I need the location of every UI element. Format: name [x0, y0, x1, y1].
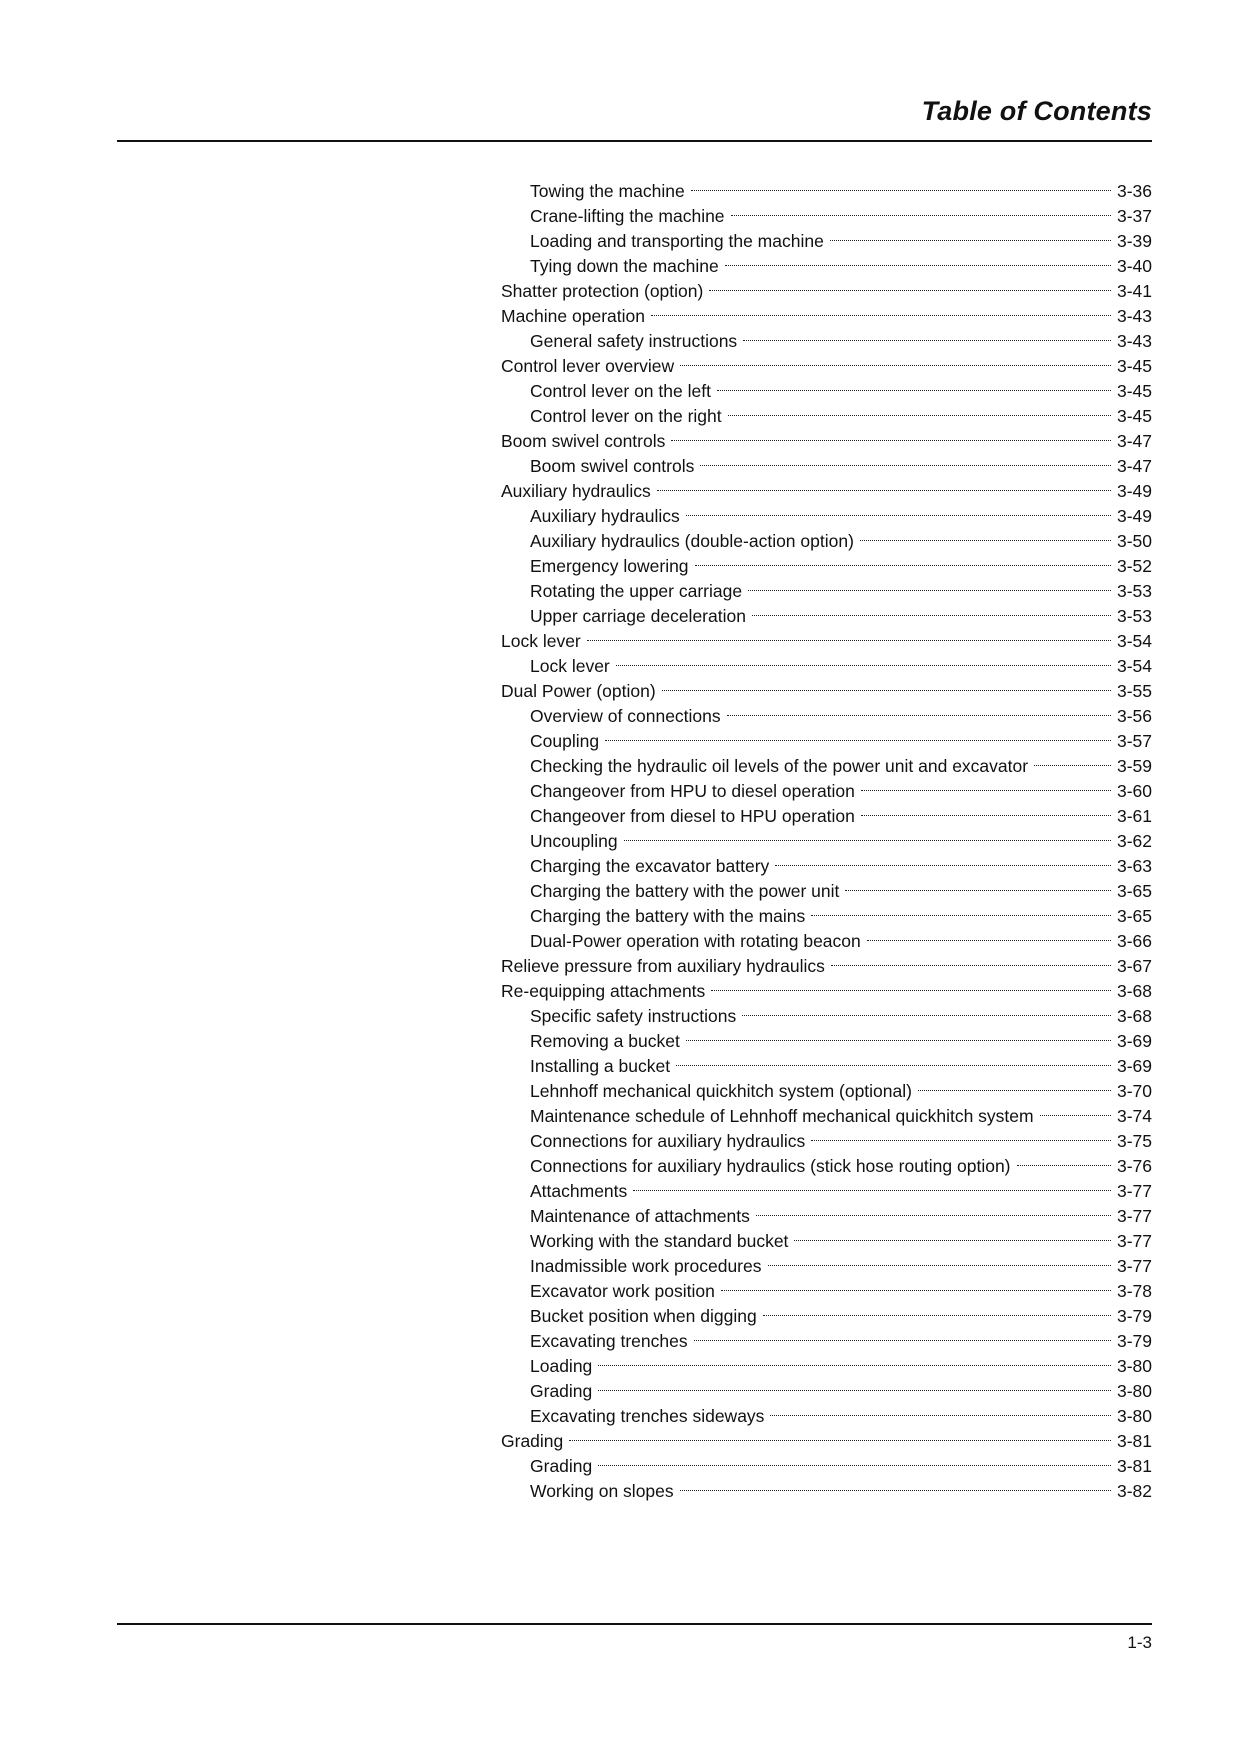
toc-dot-leader — [700, 447, 1111, 472]
toc-entry-page: 3-53 — [1116, 581, 1152, 601]
toc-dot-leader — [743, 322, 1111, 347]
toc-subsection-entry[interactable] — [501, 1372, 1152, 1401]
toc-entry-page: 3-49 — [1116, 506, 1152, 526]
toc-entry-title: Specific safety instructions — [530, 1006, 737, 1026]
toc-entry-title: Checking the hydraulic oil levels of the power unit and excavator — [530, 756, 1029, 776]
toc-dot-leader — [616, 647, 1111, 672]
toc-entry-page: 3-82 — [1116, 1481, 1152, 1501]
toc-dot-leader — [657, 472, 1111, 497]
toc-dot-leader — [694, 1322, 1111, 1347]
toc-dot-leader — [1017, 1147, 1111, 1172]
toc-dot-leader — [830, 222, 1111, 247]
toc-entry-title: Upper carriage deceleration — [530, 606, 746, 626]
toc-entry-page: 3-62 — [1116, 831, 1152, 851]
toc-dot-leader — [752, 597, 1111, 622]
toc-entry-page: 3-74 — [1116, 1106, 1152, 1126]
toc-entry-page: 3-53 — [1116, 606, 1152, 626]
toc-subsection-entry[interactable] — [501, 1397, 1152, 1426]
toc-dot-leader — [680, 347, 1111, 372]
toc-entry-title: Grading — [530, 1381, 593, 1401]
toc-entry-page: 3-67 — [1116, 956, 1152, 976]
toc-dot-leader — [861, 797, 1111, 822]
toc-dot-leader — [1034, 747, 1111, 772]
toc-entry-page: 3-81 — [1116, 1431, 1152, 1451]
toc-entry-title: Overview of connections — [530, 706, 721, 726]
toc-entry-title: Dual-Power operation with rotating beacon — [530, 931, 861, 951]
toc-entry-title: Re-equipping attachments — [501, 981, 706, 1001]
toc-dot-leader — [671, 422, 1111, 447]
toc-dot-leader — [691, 172, 1111, 197]
toc-entry-title: Excavator work position — [530, 1281, 715, 1301]
toc-entry-page: 3-69 — [1116, 1056, 1152, 1076]
footer-rule — [117, 1623, 1152, 1625]
toc-entry-title: Auxiliary hydraulics — [530, 506, 680, 526]
toc-entry-title: Charging the excavator battery — [530, 856, 770, 876]
toc-dot-leader — [811, 897, 1111, 922]
toc-entry-title: Attachments — [530, 1181, 628, 1201]
toc-entry-page: 3-77 — [1116, 1231, 1152, 1251]
toc-dot-leader — [918, 1072, 1111, 1097]
toc-dot-leader — [651, 297, 1111, 322]
toc-entry-page: 3-79 — [1116, 1331, 1152, 1351]
toc-entry-title: Changeover from HPU to diesel operation — [530, 781, 855, 801]
toc-entry-title: Excavating trenches sideways — [530, 1406, 765, 1426]
toc-entry-page: 3-43 — [1116, 331, 1152, 351]
toc-entry-page: 3-80 — [1116, 1406, 1152, 1426]
toc-entry-title: Towing the machine — [530, 181, 685, 201]
toc-entry-title: Connections for auxiliary hydraulics (stick hose routing option) — [530, 1156, 1011, 1176]
toc-entry-page: 3-76 — [1116, 1156, 1152, 1176]
toc-entry-page: 3-77 — [1116, 1256, 1152, 1276]
toc-entry-title: Bucket position when digging — [530, 1306, 757, 1326]
toc-entry-title: Working on slopes — [530, 1481, 674, 1501]
toc-entry-page: 3-54 — [1116, 656, 1152, 676]
toc-dot-leader — [624, 822, 1111, 847]
toc-dot-leader — [725, 247, 1111, 272]
toc-entry-page: 3-68 — [1116, 1006, 1152, 1026]
toc-entry-page: 3-39 — [1116, 231, 1152, 251]
toc-entry-page: 3-54 — [1116, 631, 1152, 651]
toc-entry-title: Dual Power (option) — [501, 681, 656, 701]
toc-entry-title: Uncoupling — [530, 831, 618, 851]
toc-entry-page: 3-40 — [1116, 256, 1152, 276]
toc-entry-page: 3-78 — [1116, 1281, 1152, 1301]
toc-entry-page: 3-59 — [1116, 756, 1152, 776]
toc-entry-page: 3-80 — [1116, 1381, 1152, 1401]
toc-dot-leader — [768, 1247, 1111, 1272]
toc-dot-leader — [686, 1022, 1111, 1047]
toc-entry-page: 3-50 — [1116, 531, 1152, 551]
toc-entry-page: 3-43 — [1116, 306, 1152, 326]
toc-dot-leader — [756, 1197, 1111, 1222]
toc-entry-title: Rotating the upper carriage — [530, 581, 743, 601]
toc-dot-leader — [633, 1172, 1111, 1197]
toc-dot-leader — [1040, 1097, 1111, 1122]
toc-entry-page: 3-57 — [1116, 731, 1152, 751]
toc-entry-page: 3-56 — [1116, 706, 1152, 726]
toc-entry-title: Maintenance of attachments — [530, 1206, 750, 1226]
toc-entry-title: Charging the battery with the mains — [530, 906, 806, 926]
toc-entry-title: Lock lever — [501, 631, 581, 651]
toc-subsection-entry[interactable] — [501, 172, 1152, 201]
toc-dot-leader — [728, 397, 1111, 422]
toc-section-entry[interactable] — [501, 622, 1152, 651]
toc-dot-leader — [680, 1472, 1111, 1497]
toc-subsection-entry[interactable] — [501, 647, 1152, 676]
header-rule — [117, 140, 1152, 142]
toc-dot-leader — [721, 1272, 1111, 1297]
toc-entry-title: Inadmissible work procedures — [530, 1256, 762, 1276]
page-number: 1-3 — [1127, 1633, 1152, 1652]
toc-dot-leader — [569, 1422, 1111, 1447]
toc-dot-leader — [598, 1447, 1111, 1472]
toc-dot-leader — [770, 1397, 1111, 1422]
table-of-contents — [501, 172, 1152, 1501]
toc-dot-leader — [587, 622, 1111, 647]
toc-entry-page: 3-77 — [1116, 1206, 1152, 1226]
toc-entry-page: 3-75 — [1116, 1131, 1152, 1151]
toc-dot-leader — [861, 772, 1111, 797]
toc-entry-title: Control lever on the left — [530, 381, 711, 401]
toc-entry-page: 3-60 — [1116, 781, 1152, 801]
toc-dot-leader — [598, 1372, 1111, 1397]
toc-dot-leader — [845, 872, 1111, 897]
toc-entry-page: 3-41 — [1116, 281, 1152, 301]
toc-entry-page: 3-45 — [1116, 356, 1152, 376]
toc-entry-page: 3-36 — [1116, 181, 1152, 201]
page-title: Table of Contents — [921, 96, 1152, 126]
toc-entry-title: Lehnhoff mechanical quickhitch system (optional) — [530, 1081, 912, 1101]
toc-entry-title: General safety instructions — [530, 331, 738, 351]
toc-dot-leader — [811, 1122, 1111, 1147]
toc-entry-title: Control lever overview — [501, 356, 675, 376]
toc-entry-page: 3-45 — [1116, 406, 1152, 426]
toc-entry-title: Auxiliary hydraulics — [501, 481, 651, 501]
toc-entry-page: 3-65 — [1116, 881, 1152, 901]
toc-entry-title: Crane-lifting the machine — [530, 206, 725, 226]
toc-entry-title: Charging the battery with the power unit — [530, 881, 840, 901]
toc-entry-page: 3-45 — [1116, 381, 1152, 401]
toc-entry-title: Control lever on the right — [530, 406, 722, 426]
toc-entry-page: 3-65 — [1116, 906, 1152, 926]
toc-entry-title: Installing a bucket — [530, 1056, 671, 1076]
toc-entry-page: 3-47 — [1116, 456, 1152, 476]
toc-dot-leader — [598, 1347, 1111, 1372]
toc-dot-leader — [742, 997, 1111, 1022]
toc-entry-title: Grading — [501, 1431, 564, 1451]
toc-entry-page: 3-55 — [1116, 681, 1152, 701]
toc-entry-page: 3-77 — [1116, 1181, 1152, 1201]
toc-entry-title: Changeover from diesel to HPU operation — [530, 806, 855, 826]
toc-entry-page: 3-69 — [1116, 1031, 1152, 1051]
toc-dot-leader — [794, 1222, 1111, 1247]
toc-entry-page: 3-81 — [1116, 1456, 1152, 1476]
toc-dot-leader — [867, 922, 1111, 947]
toc-dot-leader — [727, 697, 1111, 722]
toc-dot-leader — [831, 947, 1111, 972]
toc-entry-page: 3-37 — [1116, 206, 1152, 226]
toc-entry-page: 3-66 — [1116, 931, 1152, 951]
toc-entry-title: Lock lever — [530, 656, 610, 676]
toc-entry-page: 3-47 — [1116, 431, 1152, 451]
toc-entry-title: Connections for auxiliary hydraulics — [530, 1131, 806, 1151]
toc-dot-leader — [860, 522, 1111, 547]
toc-entry-title: Loading — [530, 1356, 593, 1376]
toc-entry-page: 3-79 — [1116, 1306, 1152, 1326]
toc-entry-page: 3-80 — [1116, 1356, 1152, 1376]
toc-dot-leader — [695, 547, 1111, 572]
toc-dot-leader — [709, 272, 1111, 297]
toc-entry-title: Tying down the machine — [530, 256, 719, 276]
toc-entry-title: Emergency lowering — [530, 556, 689, 576]
toc-entry-title: Working with the standard bucket — [530, 1231, 789, 1251]
toc-dot-leader — [748, 572, 1111, 597]
toc-entry-title: Loading and transporting the machine — [530, 231, 824, 251]
toc-dot-leader — [686, 497, 1111, 522]
toc-entry-page: 3-49 — [1116, 481, 1152, 501]
toc-entry-title: Auxiliary hydraulics (double-action option) — [530, 531, 854, 551]
toc-entry-title: Maintenance schedule of Lehnhoff mechanical quickhitch system — [530, 1106, 1034, 1126]
toc-entry-page: 3-68 — [1116, 981, 1152, 1001]
toc-entry-title: Excavating trenches — [530, 1331, 688, 1351]
toc-subsection-entry[interactable] — [501, 1447, 1152, 1476]
toc-entry-title: Machine operation — [501, 306, 645, 326]
toc-dot-leader — [605, 722, 1111, 747]
toc-entry-title: Removing a bucket — [530, 1031, 680, 1051]
toc-entry-page: 3-70 — [1116, 1081, 1152, 1101]
toc-dot-leader — [731, 197, 1111, 222]
toc-entry-page: 3-52 — [1116, 556, 1152, 576]
toc-entry-title: Coupling — [530, 731, 600, 751]
toc-entry-title: Grading — [530, 1456, 593, 1476]
toc-dot-leader — [775, 847, 1111, 872]
toc-subsection-entry[interactable] — [501, 1472, 1152, 1501]
toc-entry-title: Boom swivel controls — [530, 456, 695, 476]
toc-dot-leader — [676, 1047, 1111, 1072]
toc-entry-page: 3-61 — [1116, 806, 1152, 826]
toc-entry-title: Shatter protection (option) — [501, 281, 704, 301]
toc-subsection-entry[interactable] — [501, 1347, 1152, 1376]
toc-entry-title: Boom swivel controls — [501, 431, 666, 451]
toc-dot-leader — [711, 972, 1111, 997]
toc-dot-leader — [717, 372, 1111, 397]
toc-section-entry[interactable] — [501, 1422, 1152, 1451]
toc-entry-page: 3-63 — [1116, 856, 1152, 876]
toc-dot-leader — [763, 1297, 1111, 1322]
toc-dot-leader — [662, 672, 1111, 697]
toc-entry-title: Relieve pressure from auxiliary hydraulics — [501, 956, 825, 976]
